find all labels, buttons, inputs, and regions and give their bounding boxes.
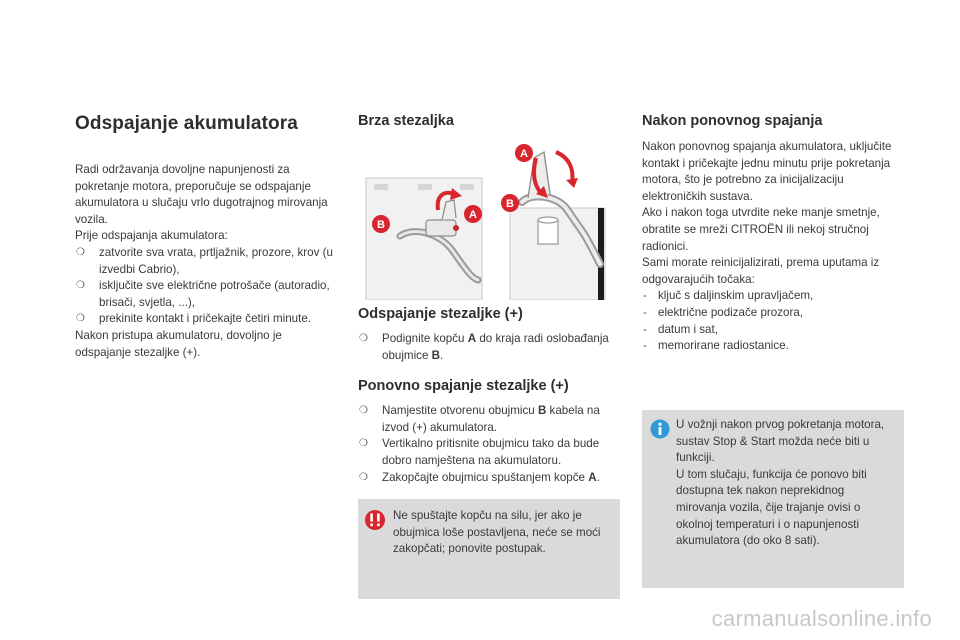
- svg-text:B: B: [377, 219, 385, 231]
- disconnect-list: [358, 331, 620, 364]
- reconnect-paragraph: Nakon ponovnog spajanja akumulatora, uključite kontakt i pričekajte jednu minutu prije pokretanja motora, što je potrebno za inicijalizaciju elektroničkih sustava.: [642, 140, 892, 203]
- bullet-marker-icon: ❍: [359, 333, 368, 344]
- bullet-marker-icon: ❍: [76, 246, 85, 258]
- troubleshoot-paragraph: Ako i nakon toga utvrdite neke manje smetnje, obratite se mreži CITROËN ili nekoj stručnoj radionici.: [642, 206, 880, 253]
- warning-icon: [364, 509, 386, 531]
- reinit-list: [642, 288, 904, 354]
- svg-text:A: A: [520, 148, 528, 160]
- middle-column: [358, 110, 620, 129]
- list-item: ❍ Namjestite otvorenu obujmicu B kabela na izvod (+) akumulatora.: [359, 404, 600, 434]
- prep-bullet-list: [75, 245, 337, 328]
- list-item: ❍ Vertikalno pritisnite obujmicu tako da bude dobro namještena na akumulatoru.: [359, 437, 600, 467]
- bullet-marker-icon: ❍: [359, 471, 368, 483]
- prior-label: Prije odspajanja akumulatora:: [75, 229, 228, 243]
- bullet-marker-icon: ❍: [76, 313, 85, 325]
- info-note: [642, 410, 904, 588]
- list-item: - ključ s daljinskim upravljačem,: [643, 289, 814, 303]
- list-item: - memorirane radiostanice.: [643, 339, 789, 353]
- warning-note: [358, 499, 620, 599]
- info-icon: [650, 419, 670, 439]
- outro-paragraph: Nakon pristupa akumulatoru, dovoljno je odspajanje stezaljke (+).: [75, 328, 282, 359]
- list-item: ❍ prekinite kontakt i pričekajte četiri minute.: [75, 311, 337, 328]
- info-text: U vožnji nakon prvog pokretanja motora, sustav Stop & Start možda neće biti u funkciji. U tom slučaju, funkcija će ponovo biti dostupna tek nakon neprekidnog mirovanja vozila, čije trajanje ovisi o okolnoj temperaturi i o napunjenosti akumulatora (do oko 8 sati).: [676, 418, 885, 548]
- disconnect-heading: Odspajanje stezaljke (+): [358, 306, 523, 322]
- list-item: ❍ isključite sve električne potrošače (autoradio, brisači, svjetla, ...),: [76, 279, 330, 309]
- quick-clamp-heading: Brza stezaljka: [358, 113, 454, 129]
- middle-sections: [358, 306, 620, 486]
- intro-paragraph: Radi održavanja dovoljne napunjenosti za pokretanje motora, preporučuje se odspajanje akumulatora u slučaju vrlo dugotrajnog mirovanja vozila.: [75, 163, 328, 226]
- list-item: ❍ zatvorite sva vrata, prtljažnik, prozore, krov (u izvedbi Cabrio),: [76, 245, 333, 276]
- svg-text:A: A: [469, 209, 477, 221]
- clamp-diagram: [360, 138, 612, 300]
- list-item: - datum i sat,: [643, 322, 718, 336]
- svg-text:B: B: [506, 198, 514, 210]
- right-column: [642, 110, 904, 355]
- reinit-paragraph: Sami morate reinicijalizirati, prema uputama iz odgovarajućih točaka:: [642, 256, 880, 286]
- left-column: [75, 110, 337, 361]
- bullet-marker-icon: ❍: [76, 280, 85, 292]
- list-item: ❍ Zakopčajte obujmicu spuštanjem kopče A.: [358, 470, 620, 487]
- list-item: - električne podizače prozora,: [643, 305, 804, 319]
- warning-text: Ne spuštajte kopču na silu, jer ako je obujmica loše postavljena, neće se moći zakopčati; ponovite postupak.: [393, 509, 601, 556]
- reconnect-list: [358, 403, 620, 486]
- reconnect-heading: Ponovno spajanje stezaljke (+): [358, 378, 569, 395]
- page-title: Odspajanje akumulatora: [75, 113, 298, 134]
- bullet-marker-icon: ❍: [359, 405, 368, 417]
- bullet-marker-icon: ❍: [359, 438, 368, 450]
- after-reconnect-heading: Nakon ponovnog spajanja: [642, 113, 823, 129]
- battery-clamp-illustration: [360, 138, 612, 300]
- list-item: ❍ Podignite kopču A do kraja radi oslobađanja obujmice B.: [359, 332, 609, 362]
- watermark: carmanualsonline.info: [711, 606, 932, 631]
